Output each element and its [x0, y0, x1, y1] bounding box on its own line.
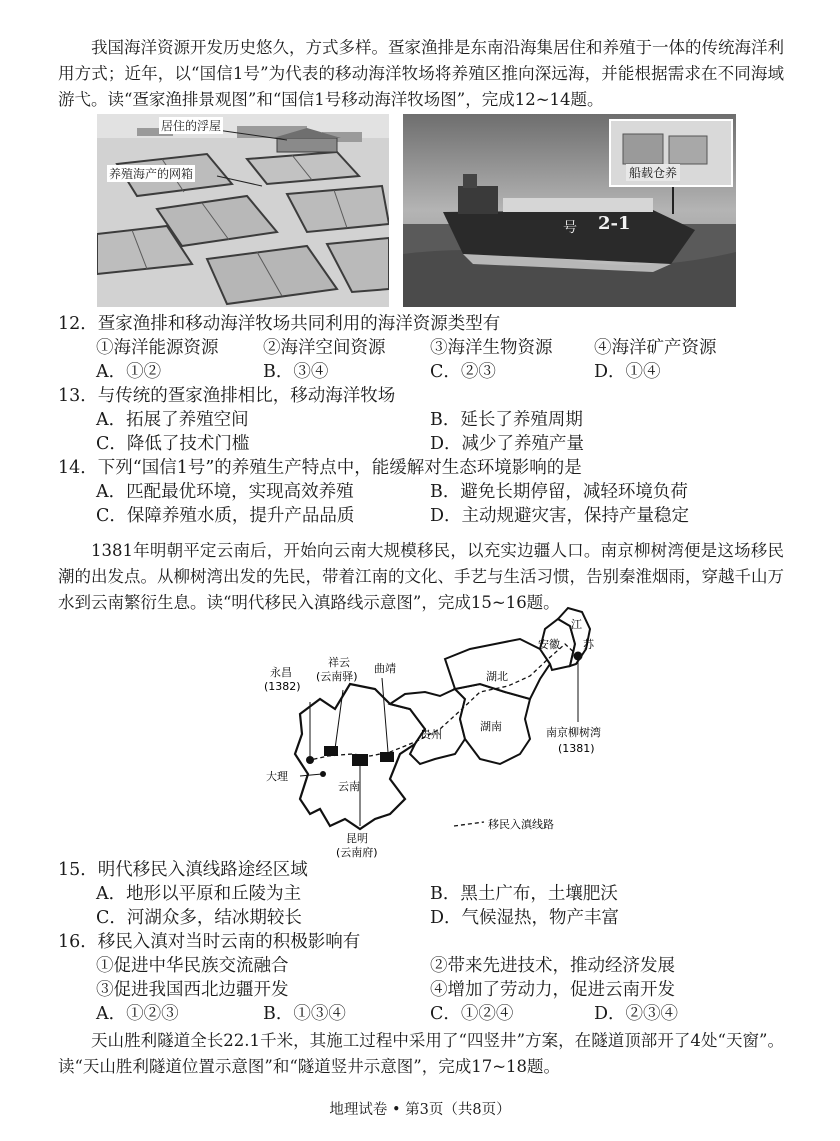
q16-stem: 16．移民入滇对当时云南的积极影响有 — [58, 932, 361, 952]
label-floating-house: 居住的浮屋 — [161, 119, 222, 133]
map-label-dali: 大理 — [266, 770, 288, 783]
q16-option-b[interactable]: B．①③④ — [263, 1004, 346, 1024]
marker-yongchang — [306, 756, 314, 764]
q14-stem: 14．下列“国信1号”的养殖生产特点中，能缓解对生态环境影响的是 — [58, 458, 582, 478]
q12-item-4: ④海洋矿产资源 — [594, 338, 717, 358]
map-label-kunming: 昆明 — [346, 832, 368, 845]
q13-option-c[interactable]: C．降低了技术门槛 — [96, 434, 250, 454]
q12-option-c[interactable]: C．②③ — [430, 362, 496, 382]
legend-route-label: 移民入滇线路 — [488, 818, 554, 831]
map-label-nanjing: 南京柳树湾 — [546, 726, 601, 739]
q12-option-d[interactable]: D．①④ — [594, 362, 661, 382]
q14-option-b[interactable]: B．避免长期停留，减轻环境负荷 — [430, 482, 688, 502]
map-label-kunming-sub: (云南府) — [336, 846, 378, 859]
q16-item-3: ③促进我国西北边疆开发 — [96, 980, 289, 1000]
q15-option-b[interactable]: B．黑土广布，土壤肥沃 — [430, 884, 618, 904]
q12-option-a[interactable]: A．①② — [96, 362, 162, 382]
q15-option-a[interactable]: A．地形以平原和丘陵为主 — [96, 884, 302, 904]
map-label-hubei: 湖北 — [486, 670, 508, 683]
map-label-yongchang: 永昌 — [270, 666, 292, 679]
guoxin-ship-photo — [403, 114, 736, 307]
ship-hull-char: 号 — [563, 220, 577, 236]
ship-illustration — [403, 114, 736, 307]
map-label-yunnan: 云南 — [338, 780, 360, 793]
map-label-yongchang-year: (1382) — [264, 680, 301, 693]
q13-option-a[interactable]: A．拓展了养殖空间 — [96, 410, 249, 430]
map-label-jiangsu-2: 苏 — [583, 638, 594, 651]
q13-option-d[interactable]: D．减少了养殖产量 — [430, 434, 585, 454]
danjia-raft-photo — [97, 114, 389, 307]
q12-option-b[interactable]: B．③④ — [263, 362, 329, 382]
q12-item-1: ①海洋能源资源 — [96, 338, 219, 358]
passage-migration: 1381年明朝平定云南后，开始向云南大规模移民，以充实边疆人口。南京柳树湾便是这场移民潮的出发点。从柳树湾出发的先民，带着江南的文化、手艺与生活习惯，告别秦淮烟雨，穿越千山万水到云南繁衍生息。读“明代移民入滇路线示意图”，完成15~16题。 — [58, 541, 784, 612]
marker-kunming — [352, 754, 368, 766]
q16-item-1: ①促进中华民族交流融合 — [96, 956, 289, 976]
q16-option-c[interactable]: C．①②④ — [430, 1004, 514, 1024]
q15-stem: 15．明代移民入滇线路途经区域 — [58, 860, 308, 880]
ship-hull-number: 2-1 — [598, 213, 631, 234]
migration-route-map — [240, 604, 620, 866]
q12-item-3: ③海洋生物资源 — [430, 338, 553, 358]
q14-option-a[interactable]: A．匹配最优环境，实现高效养殖 — [96, 482, 354, 502]
map-label-hunan: 湖南 — [480, 720, 502, 733]
marker-nanjing — [574, 652, 583, 661]
label-net-cage: 养殖海产的网箱 — [109, 167, 194, 181]
q16-item-2: ②带来先进技术，推动经济发展 — [430, 956, 675, 976]
map-label-jiangsu-1: 江 — [571, 618, 582, 631]
q15-option-d[interactable]: D．气候湿热，物产丰富 — [430, 908, 620, 928]
q13-stem: 13．与传统的疍家渔排相比，移动海洋牧场 — [58, 386, 396, 406]
passage-marine: 我国海洋资源开发历史悠久，方式多样。疍家渔排是东南沿海集居住和养殖于一体的传统海洋利用方式；近年，以“国信1号”为代表的移动海洋牧场将养殖区推向深远海，并能根据需求在不同海域游弋。读“疍家渔排景观图”和“国信1号移动海洋牧场图”，完成12~14题。 — [58, 38, 784, 109]
q13-option-b[interactable]: B．延长了养殖周期 — [430, 410, 583, 430]
q12-stem: 12．疍家渔排和移动海洋牧场共同利用的海洋资源类型有 — [58, 314, 501, 334]
map-label-guizhou: 贵州 — [420, 728, 442, 741]
map-label-qujing: 曲靖 — [374, 662, 396, 675]
marker-xiangyun — [324, 746, 338, 756]
q14-option-c[interactable]: C．保障养殖水质，提升产品品质 — [96, 506, 355, 526]
passage-tunnel: 天山胜利隧道全长22.1千米，其施工过程中采用了“四竖井”方案，在隧道顶部开了4处“天窗”。读“天山胜利隧道位置示意图”和“隧道竖井示意图”，完成17~18题。 — [58, 1031, 784, 1076]
marker-dali — [320, 771, 326, 777]
q16-option-d[interactable]: D．②③④ — [594, 1004, 679, 1024]
marker-qujing — [380, 752, 394, 762]
page-footer: 地理试卷 • 第3页（共8页） — [329, 1102, 511, 1118]
map-label-xiangyun: 祥云 — [328, 656, 350, 669]
q12-item-2: ②海洋空间资源 — [263, 338, 386, 358]
raft-illustration — [97, 114, 389, 307]
q15-option-c[interactable]: C．河湖众多，结冰期较长 — [96, 908, 302, 928]
map-label-anhui: 安徽 — [538, 638, 560, 651]
map-label-xiangyun-sub: (云南驿) — [316, 670, 358, 683]
q14-option-d[interactable]: D．主动规避灾害，保持产量稳定 — [430, 506, 690, 526]
q16-option-a[interactable]: A．①②③ — [96, 1004, 179, 1024]
map-label-nanjing-year: (1381) — [558, 742, 595, 755]
q16-item-4: ④增加了劳动力，促进云南开发 — [430, 980, 675, 1000]
legend-route-symbol — [454, 822, 484, 826]
label-ship-tank: 船载仓养 — [626, 164, 680, 181]
